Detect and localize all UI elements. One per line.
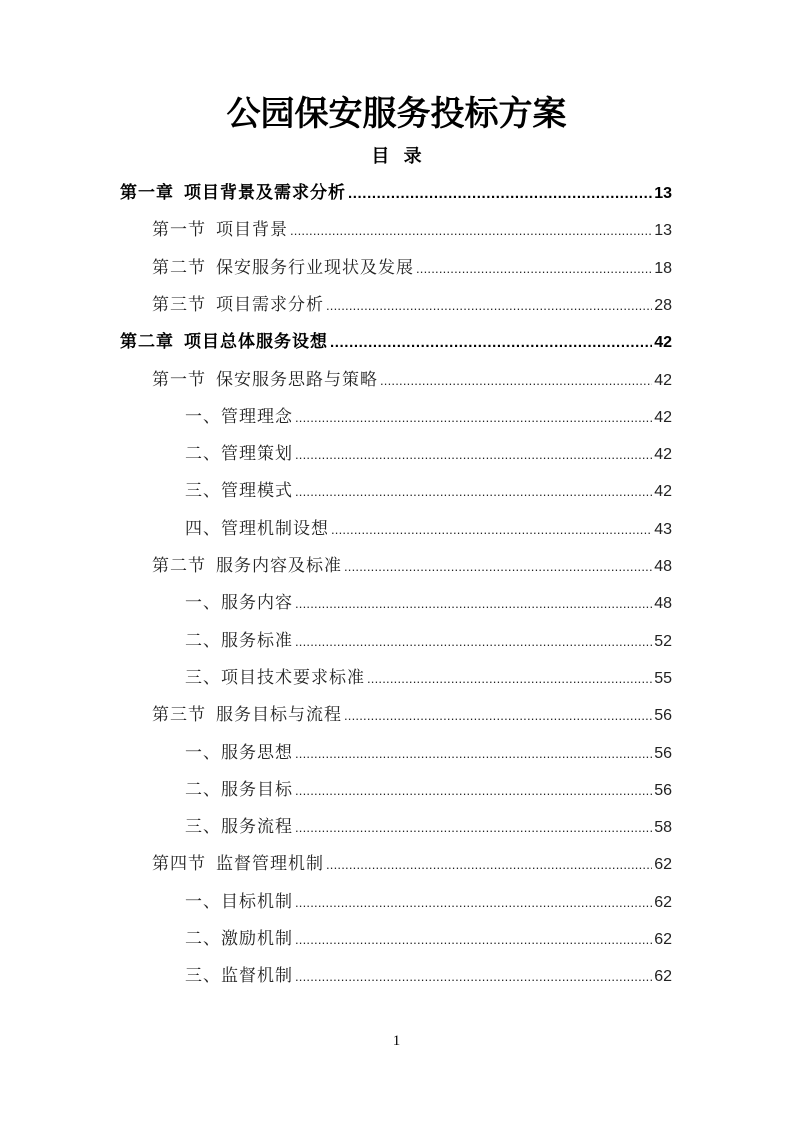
toc-entry-page: 56 <box>654 781 672 799</box>
toc-entry-page: 56 <box>654 707 672 725</box>
toc-entry-number: 第一节 <box>152 220 206 241</box>
toc-dot-leader <box>295 921 652 958</box>
toc-entry-title: 管理模式 <box>221 481 293 502</box>
toc-entry-title: 服务目标 <box>221 779 293 800</box>
toc-entry-number: 一、 <box>185 593 221 614</box>
toc-entry-page: 18 <box>654 259 672 277</box>
toc-entry-title: 服务思想 <box>221 742 293 763</box>
toc-dot-leader <box>330 324 652 361</box>
toc-entry-label <box>185 473 293 510</box>
toc-entry-number: 第一章 <box>120 183 174 203</box>
toc-entry-number: 第二章 <box>120 332 174 353</box>
toc-entry-number: 三、 <box>185 817 221 838</box>
toc-dot-leader <box>326 287 652 324</box>
toc-dot-leader <box>344 697 652 734</box>
toc-entry[interactable] <box>185 473 672 510</box>
toc-dot-leader <box>295 772 652 809</box>
toc-entry[interactable] <box>185 884 672 921</box>
toc-entry-page: 13 <box>654 222 672 240</box>
toc-entry-title: 激励机制 <box>221 929 293 949</box>
toc-entry-number: 第二节 <box>152 257 206 278</box>
toc-entry-label <box>152 212 288 249</box>
toc-entry-title: 保安服务思路与策略 <box>216 369 378 390</box>
toc-entry-label <box>152 697 342 734</box>
toc-entry-page: 55 <box>654 669 672 687</box>
page-number: 1 <box>392 1033 401 1049</box>
toc-entry-page: 43 <box>654 520 672 538</box>
document-title: 公园保安服务投标方案 <box>226 94 567 134</box>
toc-entry-label <box>185 399 293 436</box>
toc-dot-leader <box>295 809 652 846</box>
toc-entry-page: 42 <box>654 334 672 352</box>
toc-heading: 目 录 <box>371 146 422 167</box>
toc-dot-leader <box>331 511 652 548</box>
toc-entry[interactable] <box>185 660 672 697</box>
toc-entry-label <box>120 324 328 361</box>
toc-entry-title: 项目总体服务设想 <box>184 332 328 353</box>
toc-entry[interactable] <box>120 324 672 361</box>
toc-entry[interactable] <box>185 585 672 622</box>
toc-entry[interactable] <box>152 846 672 883</box>
toc-entry-number: 二、 <box>185 779 221 800</box>
toc-dot-leader <box>344 548 652 585</box>
toc-entry-page: 62 <box>654 931 672 948</box>
toc-dot-leader <box>295 585 652 622</box>
toc-entry-page: 42 <box>654 408 672 426</box>
toc-entry-title: 服务内容及标准 <box>216 556 342 576</box>
toc-entry[interactable] <box>120 175 672 212</box>
toc-entry-title: 服务流程 <box>221 817 293 838</box>
toc-entry-label <box>185 623 293 660</box>
toc-entry[interactable] <box>152 697 672 734</box>
toc-entry-title: 项目背景 <box>216 220 288 241</box>
toc-entry[interactable] <box>152 548 672 585</box>
toc-dot-leader <box>295 884 652 921</box>
toc-dot-leader <box>295 735 652 772</box>
toc-entry-title: 管理机制设想 <box>221 518 329 539</box>
toc-entry-number: 第二节 <box>152 556 206 576</box>
toc-entry-number: 三、 <box>185 481 221 502</box>
toc-entry-number: 四、 <box>185 518 221 539</box>
toc-entry-label <box>152 846 324 883</box>
toc-dot-leader <box>295 399 652 436</box>
toc-entry-number: 二、 <box>185 444 221 465</box>
toc-entry[interactable] <box>152 362 672 399</box>
toc-entry-number: 二、 <box>185 630 221 651</box>
toc-entry-title: 服务目标与流程 <box>216 705 342 726</box>
toc-entry-label <box>185 735 293 772</box>
toc-entry-page: 52 <box>654 632 672 650</box>
toc-entry-title: 项目背景及需求分析 <box>184 183 346 203</box>
toc-entry[interactable] <box>185 399 672 436</box>
toc-entry-label <box>185 809 293 846</box>
toc-entry-label <box>152 362 378 399</box>
toc-entry-label <box>185 585 293 622</box>
toc-dot-leader <box>290 212 652 249</box>
toc-entry-number: 一、 <box>185 891 221 912</box>
toc-entry-page: 62 <box>654 893 672 911</box>
toc-entry-title: 项目技术要求标准 <box>221 667 365 688</box>
toc-entry-number: 第一节 <box>152 369 206 390</box>
toc-entry-label <box>185 884 293 921</box>
toc-dot-leader <box>416 250 652 287</box>
toc-entry-number: 三、 <box>185 667 221 688</box>
toc-entry[interactable] <box>185 809 672 846</box>
toc-entry[interactable] <box>185 623 672 660</box>
toc-entry-label <box>152 250 414 287</box>
toc-entry-number: 第三节 <box>152 294 206 315</box>
toc-entry[interactable] <box>185 921 672 958</box>
toc-entry-number: 一、 <box>185 406 221 427</box>
toc-entry[interactable] <box>185 436 672 473</box>
toc-entry-label <box>120 175 346 212</box>
toc-entry-number: 二、 <box>185 929 221 949</box>
toc-dot-leader <box>295 436 652 473</box>
toc-entry-title: 监督管理机制 <box>216 854 324 875</box>
toc-dot-leader <box>348 175 652 212</box>
toc-entry-page: 28 <box>654 296 672 314</box>
toc-entry[interactable] <box>152 287 672 324</box>
toc-entry-number: 第三节 <box>152 705 206 726</box>
toc-entry[interactable] <box>152 212 672 249</box>
toc-entry-number: 第四节 <box>152 854 206 875</box>
toc-entry-label <box>185 660 365 697</box>
toc-entry-page: 13 <box>654 185 672 202</box>
toc-entry-page: 42 <box>654 371 672 389</box>
toc-entry-title: 监督机制 <box>221 966 293 987</box>
toc-entry[interactable] <box>185 511 672 548</box>
toc-entry-number: 一、 <box>185 742 221 763</box>
toc-entry-page: 62 <box>654 968 672 986</box>
toc-entry[interactable] <box>185 735 672 772</box>
toc-dot-leader <box>295 958 652 995</box>
toc-entry-page: 48 <box>654 558 672 575</box>
toc-dot-leader <box>367 660 652 697</box>
toc-entry-title: 保安服务行业现状及发展 <box>216 257 414 278</box>
toc-entry-page: 62 <box>654 856 672 874</box>
toc-dot-leader <box>295 473 652 510</box>
toc-entry-label <box>152 548 342 585</box>
toc-entry-label <box>185 772 293 809</box>
toc-entry-title: 服务标准 <box>221 630 293 651</box>
toc-entry-number: 三、 <box>185 966 221 987</box>
toc-entry[interactable] <box>185 958 672 995</box>
toc-entry[interactable] <box>185 772 672 809</box>
toc-entry-label <box>185 511 329 548</box>
toc-entry-title: 目标机制 <box>221 891 293 912</box>
toc-entry-page: 58 <box>654 819 672 837</box>
toc-entry-title: 服务内容 <box>221 593 293 614</box>
toc-entry[interactable] <box>152 250 672 287</box>
toc-dot-leader <box>295 623 652 660</box>
toc-entry-label <box>185 436 293 473</box>
toc-entry-label <box>185 921 293 958</box>
toc-dot-leader <box>326 846 652 883</box>
toc-dot-leader <box>380 362 652 399</box>
toc-entry-label <box>185 958 293 995</box>
toc-entry-label <box>152 287 324 324</box>
toc-entry-page: 48 <box>654 595 672 613</box>
toc-entry-title: 管理策划 <box>221 444 293 465</box>
toc-entry-title: 项目需求分析 <box>216 294 324 315</box>
toc-entry-page: 42 <box>654 446 672 464</box>
toc-entry-title: 管理理念 <box>221 406 293 427</box>
toc-entry-page: 56 <box>654 744 672 762</box>
toc-entry-page: 42 <box>654 483 672 501</box>
